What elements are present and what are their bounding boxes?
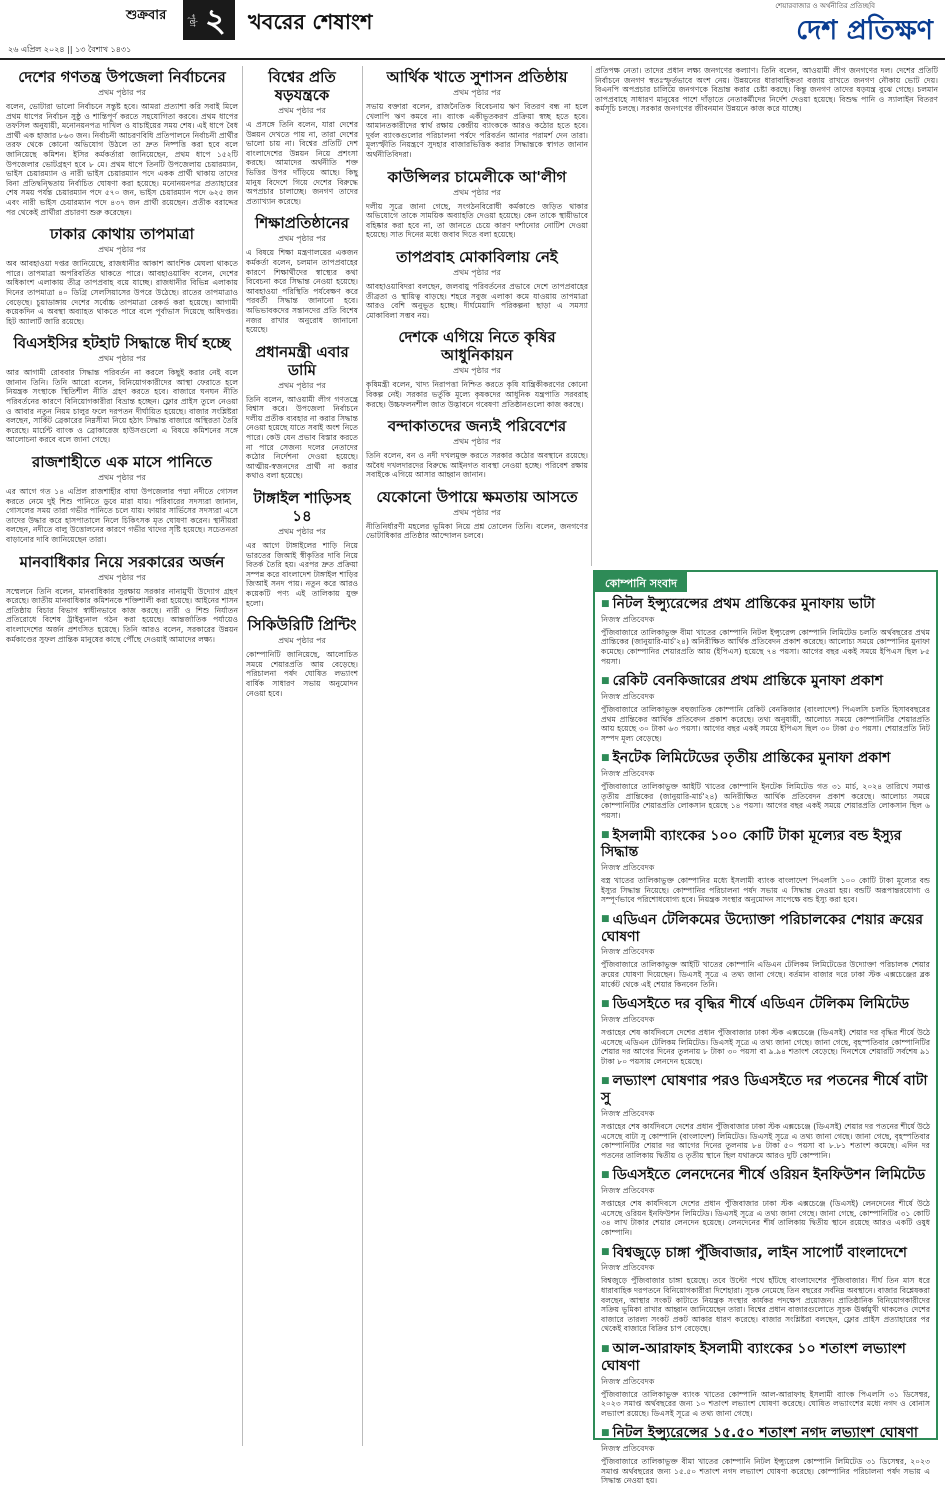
article-headline: বিএসইসির হটহাট সিদ্ধান্তে দীর্ঘ হচ্ছে	[13, 334, 231, 353]
article-byline: প্রথম পৃষ্ঠার পর	[98, 473, 146, 483]
article	[366, 68, 588, 160]
page-header	[0, 0, 945, 60]
article-body: এর আগে টাঙ্গাইলের শাড়ি নিয়ে ভারতের জিআই স্বীকৃতির দাবি নিয়ে বিতর্ক তৈরি হয়। এরপর দ্রুত প্রক্রিয়া সম্পন্ন করে বাংলাদেশ টাঙ্গাইল শাড়ির জিআই সনদ পায়। নতুন করে আরও কয়েকটি পণ্য এই তালিকায় যুক্ত হলো।	[246, 541, 358, 608]
article-byline: প্রথম পৃষ্ঠার পর	[278, 234, 326, 244]
article-headline: সিকিউরিটি প্রিন্টিং	[247, 616, 357, 635]
article-body: বলেন, ভোটারা ভালো নির্বাচনে সন্তুষ্ট হবে। আমরা প্রত্যাশা করি সবাই মিলে প্রথম ধাপের নির্বাচন সুষ্ঠু ও শান্তিপূর্ণ করতে সহযোগিতা করবে। প্রথম ধাপের তফসিল অনুযায়ী, মনোনয়নপত্র দাখিল ও যাচাইয়ের সময় শেষ। এই ধাপে বৈধ প্রার্থী এক হাজার ৮৬৩ জন। নির্বাচনী আচরণবিধি প্রতিপালনে নির্বাচনী প্রার্থীর তরফ থেকে কোনো অভিযোগ উঠলে তা দ্রুত নিষ্পত্তি করা হবে বলে জানিয়েছে কমিশন। ইসির কর্মকর্তারা জানিয়েছেন, প্রথম ধাপে ১৫২টি উপজেলার ভোটগ্রহণ হবে ৮ মে। প্রথম ধাপে তিনটি উপজেলায় চেয়ারম্যান, ভাইস চেয়ারম্যান ও নারী ভাইস চেয়ারম্যান পদে একক প্রার্থী থাকায় তাদের বিনা প্রতিদ্বন্দ্বিতায় নির্বাচিত ঘোষণা করা হয়েছে। মনোনয়নপত্র প্রত্যাহারের শেষ সময় পর্যন্ত চেয়ারম্যান পদে ৫৭০ জন, ভাইস চেয়ারম্যান পদে ৬২৫ জন এবং নারী ভাইস চেয়ারম্যান পদে ৪৩৭ জন প্রার্থী রয়েছেন। প্রতীক বরাদ্দের পর থেকেই প্রার্থীরা প্রচারণা শুরু করেছেন।	[6, 102, 238, 217]
news-headline: ■ আল-আরাফাহ ইসলামী ব্যাংকের ১০ শতাংশ লভ্যাংশ ঘোষণা	[601, 1341, 930, 1375]
section-title: খবরের শেষাংশ	[248, 10, 373, 34]
header-rule	[0, 58, 945, 60]
article-byline: প্রথম পৃষ্ঠার পর	[453, 507, 501, 517]
brand-tagline: শেয়ারবাজার ও অর্থনীতির প্রতিচ্ছবি	[775, 2, 875, 10]
article-body: এ প্রসঙ্গে তিনি বলেন, যারা দেশের উন্নয়ন দেখতে পায় না, তারা দেশের ভালো চায় না। বিশ্বের প্রতিটি দেশ বাংলাদেশের উন্নয়ন নিয়ে প্রশংসা করছে। আমাদের অর্থনীতি শক্ত ভিত্তির উপর দাঁড়িয়ে আছে। কিছু মানুষ বিদেশে গিয়ে দেশের বিরুদ্ধে অপপ্রচার চালাচ্ছে। জনগণ তাদের প্রত্যাখ্যান করেছে।	[246, 120, 358, 206]
company-news-list	[601, 596, 930, 1486]
article-body: নীতিনির্ধারণী মহলের ভূমিকা নিয়ে প্রশ্ন তোলেন তিনি। বলেন, জনগণের ভোটাধিকার প্রতিষ্ঠার আন্দোলন চলবে।	[366, 521, 588, 541]
news-headline: ■ ইসলামী ব্যাংকের ১০০ কোটি টাকা মূল্যের বন্ড ইস্যুর সিদ্ধান্ত	[601, 828, 930, 862]
article-body: তিনি বলেন, বন ও নদী দখলমুক্ত করতে সরকার কঠোর অবস্থানে রয়েছে। অবৈধ দখলদারদের বিরুদ্ধে আইনগত ব্যবস্থা নেওয়া হচ্ছে। পরিবেশ রক্ষায় সবাইকে এগিয়ে আসার আহ্বান জানান।	[366, 451, 588, 480]
news-headline: ■ বিশ্বজুড়ে চাঙ্গা পুঁজিবাজার, লাইন সাপোর্ট বাংলাদেশে	[601, 1245, 930, 1262]
news-body: পুঁজিবাজারে তালিকাভুক্ত আইটি খাতের কোম্পানি ইনটেক লিমিটেড গত ৩১ মার্চ, ২০২৪ তারিখে সমাপ্ত তৃতীয় প্রান্তিকের (জানুয়ারি-মার্চ'২৪) অনিরীক্ষিত আর্থিক প্রতিবেদন প্রকাশ করেছে। আলোচ্য সময়ে কোম্পানিটির শেয়ারপ্রতি লোকসান হয়েছে ১৪ পয়সা। আগের বছর একই সময়ে শেয়ারপ্রতি লোকসান ছিল ৬ পয়সা।	[601, 782, 930, 820]
news-headline: ■ নিটল ইন্স্যুরেন্সের ১৫.৫০ শতাংশ নগদ লভ্যাংশ ঘোষণা	[601, 1425, 930, 1442]
column-divider	[362, 66, 363, 1446]
article-headline: টাঙ্গাইল শাড়িসহ ১৪	[253, 489, 351, 526]
article-body: এ বিষয়ে শিক্ষা মন্ত্রণালয়ের একজন কর্মকর্তা বলেন, চলমান তাপপ্রবাহের কারণে শিক্ষার্থীদের স্বাস্থ্যের কথা বিবেচনা করে সিদ্ধান্ত নেওয়া হয়েছে। আবহাওয়া পরিস্থিতি পর্যবেক্ষণ করে পরবর্তী সিদ্ধান্ত জানানো হবে। অভিভাবকদের সন্তানদের প্রতি বিশেষ নজর রাখার অনুরোধ জানানো হয়েছে।	[246, 248, 358, 335]
article-body: কোম্পানিটি জানিয়েছে, আলোচিত সময়ে শেয়ারপ্রতি আয় বেড়েছে। পরিচালনা পর্ষদ ঘোষিত লভ্যাংশ বার্ষিক সাধারণ সভায় অনুমোদন নেওয়া হবে।	[246, 650, 358, 698]
article	[366, 488, 588, 541]
news-headline: ■ ইনটেক লিমিটেডের তৃতীয় প্রান্তিকের মুনাফা প্রকাশ	[601, 750, 930, 767]
article-byline: প্রথম পৃষ্ঠার পর	[453, 187, 501, 197]
news-headline: ■ লভ্যাংশ ঘোষণার পরও ডিএসইতে দর পতনের শীর্ষে বাটা সু	[601, 1073, 930, 1107]
company-news-item	[601, 1245, 930, 1334]
company-news-item	[601, 1341, 930, 1418]
company-news-item	[601, 912, 930, 989]
news-headline: ■ ডিএসইতে দর বৃদ্ধির শীর্ষে এডিএন টেলিকম লিমিটেড	[601, 996, 930, 1013]
article	[6, 225, 238, 326]
news-body: পুঁজিবাজারে তালিকাভুক্ত বীমা খাতের কোম্পানি নিটল ইন্স্যুরেন্স কোম্পানি লিমিটেড চলতি অর্থবছরের প্রথম প্রান্তিকের (জানুয়ারি-মার্চ'২৪) অনিরীক্ষিত আর্থিক প্রতিবেদন প্রকাশ করেছে। আলোচ্য সময়ে কোম্পানির মুনাফা কমেছে। কোম্পানির শেয়ারপ্রতি আয় (ইপিএস) হয়েছে ৭৪ পয়সা। আগের বছর একই সময়ে ইপিএস ছিল ৮৫ পয়সা।	[601, 627, 930, 666]
article	[246, 343, 358, 481]
company-news-item	[601, 750, 930, 820]
news-headline: ■ এডিএন টেলিকমের উদ্যোক্তা পরিচালকের শেয়ার ক্রয়ের ঘোষণা	[601, 912, 930, 946]
article-byline: প্রথম পৃষ্ঠার পর	[278, 527, 326, 537]
article-byline: প্রথম পৃষ্ঠার পর	[453, 267, 501, 277]
article-headline: বন্দাকাতদের জন্যই পরিবেশের	[387, 417, 567, 436]
article-headline: বিশ্বের প্রতি ষড়যন্ত্রকে	[268, 68, 336, 104]
article-byline: প্রথম পৃষ্ঠার পর	[278, 636, 326, 646]
article-body: দলীয় সূত্রে জানা গেছে, সংগঠনবিরোধী কর্মকাণ্ডে জড়িত থাকার অভিযোগে তাকে সাময়িক অব্যাহতি দেওয়া হয়েছে। কেন তাকে স্থায়ীভাবে বহিষ্কার করা হবে না, তা জানতে চেয়ে কারণ দর্শানোর নোটিশ দেওয়া হয়েছে। সাত দিনের মধ্যে জবাব দিতে বলা হয়েছে।	[366, 201, 588, 240]
news-body: সপ্তাহের শেষ কার্যদিবসে দেশের প্রধান পুঁজিবাজার ঢাকা স্টক এক্সচেঞ্জে (ডিএসই) শেয়ার দর পতনের শীর্ষে উঠে এসেছে বাটা সু কোম্পানি (বাংলাদেশ) লিমিটেড। ডিএসই সূত্রে এ তথ্য জানা গেছে। জানা গেছে, বৃহস্পতিবার কোম্পানিটির শেয়ার দর আগের দিনের তুলনায় ৮৪ টাকা ৫০ পয়সা বা ৮.৮১ শতাংশ কমেছে। এদিন দর পতনের তালিকায় দ্বিতীয় ও তৃতীয় স্থানে ছিল যথাক্রমে আরও দুটি কোম্পানি।	[601, 1122, 930, 1160]
article-headline: মানবাধিকার নিয়ে সরকারের অর্জন	[19, 552, 225, 571]
article	[6, 453, 238, 545]
company-news-box	[593, 570, 938, 1486]
article-headline: ঢাকার কোথায় তাপমাত্রা	[49, 225, 195, 244]
article	[366, 168, 588, 240]
news-headline: ■ ডিএসইতে লেনদেনের শীর্ষে ওরিয়ন ইনফিউশন লিমিটেড	[601, 1167, 930, 1184]
article	[6, 68, 238, 217]
article-byline: প্রথম পৃষ্ঠার পর	[278, 380, 326, 390]
article-byline: প্রথম পৃষ্ঠার পর	[98, 572, 146, 582]
article-headline: কাউন্সিলর চামেলীকে আ'লীগ	[387, 167, 567, 186]
news-reporter: নিজস্ব প্রতিবেদক	[601, 769, 655, 779]
company-news-item	[601, 1073, 930, 1160]
article-byline: প্রথম পৃষ্ঠার পর	[453, 366, 501, 376]
news-body: বিশ্বজুড়ে পুঁজিবাজার চাঙ্গা হয়েছে। তবে উল্টো পথে হাঁটছে বাংলাদেশের পুঁজিবাজার। দীর্ঘ তিন মাস ধরে ধারাবাহিক দরপতনে বিনিয়োগকারীরা দিশেহারা। সূচক নেমেছে তিন বছরের সর্বনিম্ন অবস্থানে। বাজার বিশ্লেষকরা বলছেন, আস্থার সংকট কাটাতে নিয়ন্ত্রক সংস্থার কার্যকর পদক্ষেপ প্রয়োজন। প্রাতিষ্ঠানিক বিনিয়োগকারীদের সক্রিয় ভূমিকা রাখার আহ্বান জানিয়েছেন তারা। বিশ্বের প্রধান বাজারগুলোতে সূচক ঊর্ধ্বমুখী থাকলেও দেশের বাজারে তারল্য সংকট প্রকট আকার ধারণ করেছে। বাজার সংশ্লিষ্টরা বলছেন, ফ্লোর প্রাইস প্রত্যাহারের পর থেকেই বাজারে বিক্রির চাপ বেড়েছে।	[601, 1276, 930, 1334]
article-headline: তাপপ্রবাহ মোকাবিলায় নেই	[396, 247, 558, 266]
news-reporter: নিজস্ব প্রতিবেদক	[601, 1186, 655, 1196]
news-body: সপ্তাহের শেষ কার্যদিবসে দেশের প্রধান পুঁজিবাজার ঢাকা স্টক এক্সচেঞ্জে (ডিএসই) লেনদেনের শীর্ষে উঠে এসেছে ওরিয়ন ইনফিউশন লিমিটেড। ডিএসই সূত্রে এ তথ্য জানা গেছে। জানা গেছে, কোম্পানিটির ৩১ কোটি ৩৪ লাখ টাকার শেয়ার লেনদেন হয়েছে। লেনদেনের শীর্ষ তালিকায় দ্বিতীয় স্থানে রয়েছে আরও একটি ওষুধ কোম্পানি।	[601, 1199, 930, 1237]
page-number: ২	[205, 1, 226, 39]
news-reporter: নিজস্ব প্রতিবেদক	[601, 1109, 655, 1119]
news-reporter: নিজস্ব প্রতিবেদক	[601, 1015, 655, 1025]
company-news-item	[601, 673, 930, 743]
article-headline: দেশকে এগিয়ে নিতে কৃষির আধুনিকায়ন	[398, 328, 556, 365]
article-byline: প্রথম পৃষ্ঠার পর	[453, 437, 501, 447]
article-body: সভায় বক্তারা বলেন, রাজনৈতিক বিবেচনায় ঋণ বিতরণ বন্ধ না হলে খেলাপি ঋণ কমবে না। ব্যাংক একীভূতকরণ প্রক্রিয়া স্বচ্ছ হতে হবে। আমানতকারীদের স্বার্থ রক্ষায় কেন্দ্রীয় ব্যাংককে আরও কঠোর হতে হবে। দুর্বল ব্যাংকগুলোর পরিচালনা পর্ষদে পরিবর্তন আনার পরামর্শ দেন তারা। মূল্যস্ফীতি নিয়ন্ত্রণে সুদহার বাজারভিত্তিক করার সিদ্ধান্তকে স্বাগত জানান অর্থনীতিবিদরা।	[366, 102, 588, 159]
article-headline: দেশের গণতন্ত্র উপজেলা নির্বাচনের	[18, 68, 226, 86]
article-headline: প্রধানমন্ত্রী এবার ডামি	[255, 342, 349, 379]
news-body: বস্ত্র খাতের তালিকাভুক্ত কোম্পানির মধ্যে ইসলামী ব্যাংক বাংলাদেশ পিএলসি ১০০ কোটি টাকা মূল্যের বন্ড ইস্যুর সিদ্ধান্ত নিয়েছে। কোম্পানির পরিচালনা পর্ষদ সভায় এ সিদ্ধান্ত নেওয়া হয়। বন্ডটি অরূপান্তরযোগ্য ও সম্পূর্ণভাবে পরিশোধযোগ্য হবে। নিয়ন্ত্রক সংস্থার অনুমোদন সাপেক্ষে বন্ড ইস্যু করা হবে।	[601, 876, 930, 905]
news-reporter: নিজস্ব প্রতিবেদক	[601, 1376, 655, 1386]
article	[366, 328, 588, 409]
article	[246, 616, 358, 698]
article	[246, 214, 358, 334]
article-body: আবহাওয়াবিদরা বলছেন, জলবায়ু পরিবর্তনের প্রভাবে দেশে তাপপ্রবাহের তীব্রতা ও স্থায়িত্ব বাড়ছে। শহরে সবুজ এলাকা কমে যাওয়ায় তাপমাত্রা আরও বেশি অনুভূত হচ্ছে। দীর্ঘমেয়াদি পরিকল্পনা ছাড়া এ সমস্যা মোকাবিলা সম্ভব নয়।	[366, 281, 588, 320]
news-reporter: নিজস্ব প্রতিবেদক	[601, 1444, 655, 1454]
article	[6, 553, 238, 645]
company-news-tab: কোম্পানি সংবাদ	[595, 572, 687, 592]
article	[366, 248, 588, 320]
column-divider	[242, 66, 243, 1446]
article-body: আর আগামী রোববার সিদ্ধান্ত পরিবর্তন না করলে কিছুই করার নেই বলে জানান তিনি। তিনি আরো বলেন, বিনিয়োগকারীদের আস্থা ফেরাতে হলে নিয়ন্ত্রক সংস্থাকে স্থিতিশীল নীতি গ্রহণ করতে হবে। বাজারে ঘনঘন নীতি পরিবর্তনের কারণে বিনিয়োগকারীরা বিভ্রান্ত হচ্ছেন। ফ্লোর প্রাইস তুলে নেওয়া ও আবার নতুন নিয়ম চালুর ফলে দরপতন দীর্ঘায়িত হয়েছে। বাজার সংশ্লিষ্টরা বলছেন, সার্কিট ব্রেকারের নিম্নসীমা নিয়ে হঠাৎ সিদ্ধান্ত বাজারে অস্থিরতা তৈরি করেছে। মার্চেন্ট ব্যাংক ও ব্রোকারেজ হাউসগুলো এ বিষয়ে কমিশনের সঙ্গে আলোচনা করবে বলে জানা গেছে।	[6, 368, 238, 445]
page-number-box	[183, 0, 235, 40]
company-news-item	[601, 1425, 930, 1486]
column-4-top	[595, 66, 938, 561]
news-reporter: নিজস্ব প্রতিবেদক	[601, 863, 655, 873]
article-byline: প্রথম পৃষ্ঠার পর	[98, 245, 146, 255]
article-byline: প্রথম পৃষ্ঠার পর	[278, 106, 326, 115]
company-news-item	[601, 996, 930, 1066]
article-body: প্রতিপক্ষ নেতা। তাদের প্রধান লক্ষ্য জনগণের কল্যাণ। তিনি বলেন, আওয়ামী লীগ জনগণের দল। দেশের প্রতিটি নির্বাচনে জনগণ স্বতঃস্ফূর্তভাবে অংশ নেয়। উন্নয়নের ধারাবাহিকতা বজায় রাখতে জনগণ নৌকায় ভোট দেয়। বিএনপি অপপ্রচার চালিয়ে জনগণকে বিভ্রান্ত করার চেষ্টা করছে। কিন্তু জনগণ তাদের ষড়যন্ত্র বুঝে গেছে। চলমান তাপপ্রবাহে সাধারণ মানুষের পাশে দাঁড়াতে নেতাকর্মীদের নির্দেশ দেওয়া হয়েছে। বিশুদ্ধ পানি ও স্যালাইন বিতরণ কর্মসূচি চলছে। সরকার জনগণের জীবনমান উন্নয়নে কাজ করে যাচ্ছে।	[595, 66, 938, 114]
article-body: এর আগে গত ১৪ এপ্রিল রাজশাহীর বাঘা উপজেলার পদ্মা নদীতে গোসল করতে নেমে দুই শিশু পানিতে ডুবে মারা যায়। পরিবারের সদস্যরা জানান, গোসলের সময় তারা গভীর পানিতে চলে যায়। ফায়ার সার্ভিসের সদস্যরা এসে তাদের উদ্ধার করে হাসপাতালে নিলে চিকিৎসক মৃত ঘোষণা করেন। স্থানীয়রা বলছেন, নদীতে বালু উত্তোলনের কারণে গভীর খাদের সৃষ্টি হয়েছে। সচেতনতা বাড়ানোর দাবি জানিয়েছেন তারা।	[6, 487, 238, 544]
day-label: শুক্রবার	[126, 8, 167, 23]
news-body: পুঁজিবাজারে তালিকাভুক্ত ব্যাংক খাতের কোম্পানি আল-আরাফাহ ইসলামী ব্যাংক পিএলসি ৩১ ডিসেম্বর, ২০২৩ সমাপ্ত অর্থবছরের জন্য ১০ শতাংশ লভ্যাংশ ঘোষণা করেছে। ঘোষিত লভ্যাংশের মধ্যে নগদ ও বোনাস লভ্যাংশ রয়েছে। ডিএসই সূত্রে এ তথ্য জানা গেছে।	[601, 1389, 930, 1418]
column-1	[6, 66, 238, 1446]
article-body: সম্মেলনে তিনি বলেন, মানবাধিকার সুরক্ষায় সরকার নানামুখী উদ্যোগ গ্রহণ করেছে। জাতীয় মানবাধিকার কমিশনকে শক্তিশালী করা হয়েছে। আইনের শাসন প্রতিষ্ঠায় বিচার বিভাগ স্বাধীনভাবে কাজ করছে। নারী ও শিশু নির্যাতন প্রতিরোধে বিশেষ ট্রাইব্যুনাল গঠন করা হয়েছে। আন্তর্জাতিক পর্যায়েও বাংলাদেশের অর্জন প্রশংসিত হয়েছে। তিনি আরও বলেন, সরকারের উন্নয়ন কর্মকাণ্ডের সুফল প্রান্তিক মানুষের কাছে পৌঁছে দেওয়াই আমাদের লক্ষ্য।	[6, 586, 238, 644]
article	[246, 489, 358, 608]
article	[595, 66, 938, 114]
article	[246, 68, 358, 206]
article-headline: রাজশাহীতে এক মাসে পানিতে	[32, 453, 212, 472]
news-reporter: নিজস্ব প্রতিবেদক	[601, 614, 655, 624]
article	[6, 334, 238, 445]
page-label: পৃষ্ঠা	[188, 13, 197, 27]
article-headline: যেকোনো উপায়ে ক্ষমতায় আসতে	[376, 487, 578, 506]
news-body: পুঁজিবাজারে তালিকাভুক্ত বীমা খাতের কোম্পানি নিটল ইন্স্যুরেন্স কোম্পানি লিমিটেড ৩১ ডিসেম্বর, ২০২৩ সমাপ্ত অর্থবছরের জন্য ১৫.৫০ শতাংশ নগদ লভ্যাংশ ঘোষণা করেছে। কোম্পানির পরিচালনা পর্ষদ সভায় এ সিদ্ধান্ত নেওয়া হয়।	[601, 1457, 930, 1486]
article-body: তিনি বলেন, আওয়ামী লীগ গণতন্ত্রে বিশ্বাস করে। উপজেলা নির্বাচনে দলীয় প্রতীক ব্যবহার না করার সিদ্ধান্ত নেওয়া হয়েছে যাতে সবাই অংশ নিতে পারে। কেউ যেন প্রভাব বিস্তার করতে না পারে সেজন্য দলের নেতাদের কঠোর নির্দেশনা দেওয়া হয়েছে। আত্মীয়-স্বজনদের প্রার্থী না করার কথাও বলা হয়েছে।	[246, 394, 358, 481]
article-headline: আর্থিক খাতে সুশাসন প্রতিষ্ঠায়	[386, 68, 568, 86]
date-line: ২৬ এপ্রিল ২০২৪ || ১৩ বৈশাখ ১৪৩১	[8, 45, 132, 54]
column-2	[246, 66, 358, 1446]
news-body: পুঁজিবাজারে তালিকাভুক্ত আইটি খাতের কোম্পানি এডিএন টেলিকম লিমিটেডের উদ্যোক্তা পরিচালক শেয়ার ক্রয়ের ঘোষণা দিয়েছেন। ডিএসই সূত্রে এ তথ্য জানা গেছে। বর্তমান বাজার দরে ঢাকা স্টক এক্সচেঞ্জের ব্লক মার্কেট থেকে এই শেয়ার কিনবেন তিনি।	[601, 960, 930, 989]
news-reporter: নিজস্ব প্রতিবেদক	[601, 1263, 655, 1273]
article-body: কৃষিমন্ত্রী বলেন, খাদ্য নিরাপত্তা নিশ্চিত করতে কৃষি যান্ত্রিকীকরণের কোনো বিকল্প নেই। সরকার ভর্তুকি মূল্যে কৃষকদের আধুনিক যন্ত্রপাতি সরবরাহ করছে। উচ্চফলনশীল জাত উদ্ভাবনে গবেষণা প্রতিষ্ঠানগুলো কাজ করছে।	[366, 380, 588, 409]
article-body: অব আবহাওয়া দপ্তর জানিয়েছে, রাজধানীর আকাশ আংশিক মেঘলা থাকতে পারে। তাপমাত্রা অপরিবর্তিত থাকতে পারে। আবহাওয়াবিদ বলেন, দেশের অধিকাংশ এলাকায় তীব্র তাপপ্রবাহ বয়ে যাচ্ছে। রাজধানীর বিভিন্ন এলাকায় দিনের তাপমাত্রা ৪০ ডিগ্রি সেলসিয়াসের উপরে উঠেছে। রাতের তাপমাত্রাও বেড়েছে। চুয়াডাঙ্গায় দেশের সর্বোচ্চ তাপমাত্রা রেকর্ড করা হয়েছে। আগামী কয়েকদিন এ অবস্থা অব্যাহত থাকতে পারে বলে পূর্বাভাস দিয়েছে অধিদপ্তর। হিট অ্যালার্ট জারি রয়েছে।	[6, 259, 238, 326]
article	[366, 417, 588, 480]
company-news-item	[601, 828, 930, 905]
brand-logo: দেশ প্রতিক্ষণ	[796, 15, 933, 46]
news-reporter: নিজস্ব প্রতিবেদক	[601, 947, 655, 957]
company-news-item	[601, 596, 930, 666]
column-3	[366, 66, 588, 1446]
article-byline: প্রথম পৃষ্ঠার পর	[98, 88, 146, 97]
column-divider	[591, 66, 592, 566]
article-headline: শিক্ষাপ্রতিষ্ঠানের	[255, 214, 349, 233]
news-body: সপ্তাহের শেষ কার্যদিবসে দেশের প্রধান পুঁজিবাজার ঢাকা স্টক এক্সচেঞ্জে (ডিএসই) শেয়ার দর বৃদ্ধির শীর্ষে উঠে এসেছে এডিএন টেলিকম লিমিটেড। ডিএসই সূত্রে এ তথ্য জানা গেছে। জানা গেছে, বৃহস্পতিবার কোম্পানিটির শেয়ার দর আগের দিনের তুলনায় ৮ টাকা ৩০ পয়সা বা ৯.৯৪ শতাংশ বেড়েছে। দিনশেষে শেয়ারটি সর্বশেষ ৯১ টাকা ৮০ পয়সায় লেনদেন হয়েছে।	[601, 1028, 930, 1066]
news-body: পুঁজিবাজারে তালিকাভুক্ত বহুজাতিক কোম্পানি রেকিট বেনকিজার (বাংলাদেশ) পিএলসি চলতি হিসাববছরের প্রথম প্রান্তিকের আর্থিক প্রতিবেদন প্রকাশ করেছে। তথ্য অনুযায়ী, আলোচ্য সময়ে কোম্পানিটির শেয়ারপ্রতি আয় হয়েছে ৩০ টাকা ৬৩ পয়সা। আগের বছর একই সময়ে ইপিএস ছিল ৩০ টাকা ৫৩ পয়সা। শেয়ারপ্রতি নিট সম্পদ মূল্য বেড়েছে।	[601, 704, 930, 743]
article-byline: প্রথম পৃষ্ঠার পর	[453, 88, 501, 97]
news-reporter: নিজস্ব প্রতিবেদক	[601, 691, 655, 701]
company-news-item	[601, 1167, 930, 1237]
article-byline: প্রথম পৃষ্ঠার পর	[98, 354, 146, 364]
news-headline: ■ নিটল ইন্স্যুরেন্সের প্রথম প্রান্তিকের মুনাফায় ভাটা	[601, 596, 930, 613]
news-headline: ■ রেকিট বেনকিজারের প্রথম প্রান্তিকে মুনাফা প্রকাশ	[601, 673, 930, 690]
